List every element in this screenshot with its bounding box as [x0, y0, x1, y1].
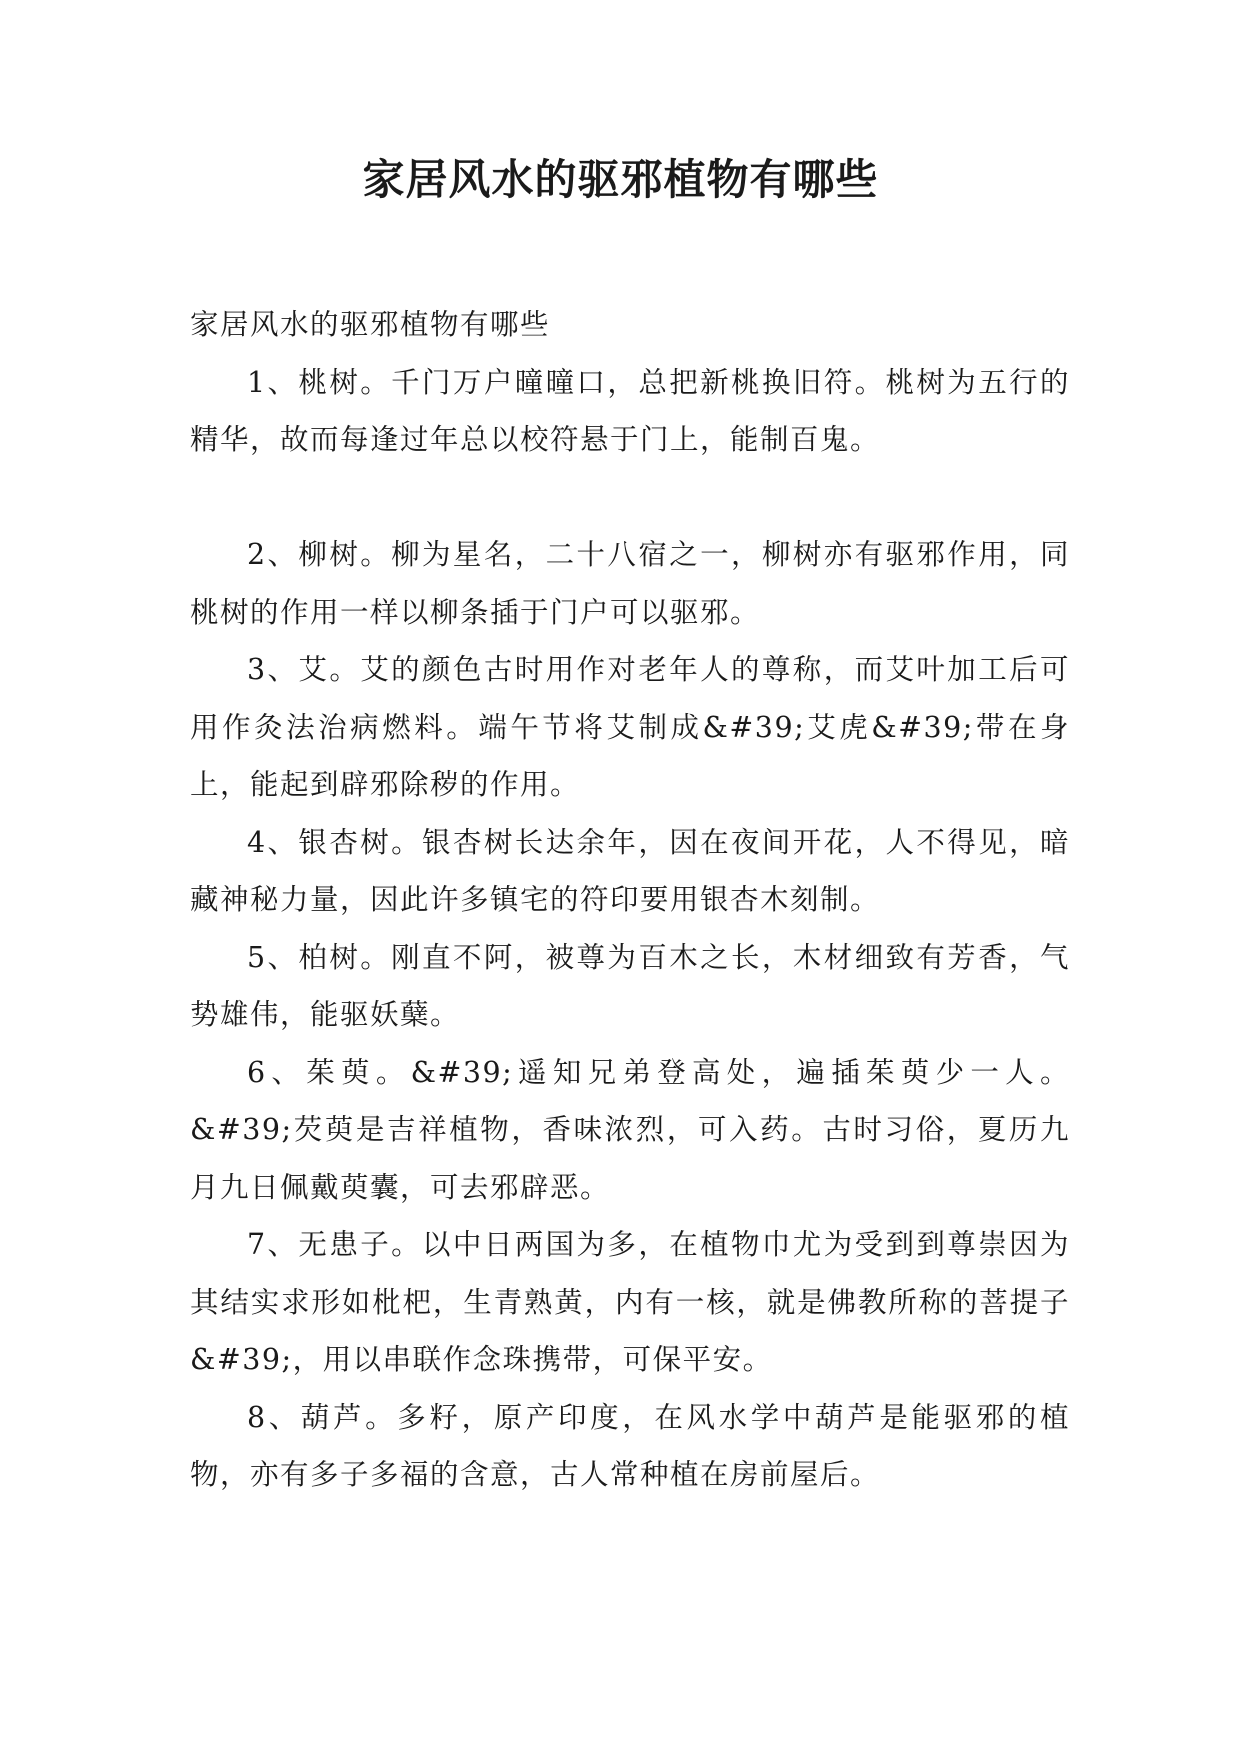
document-body	[190, 296, 1070, 1504]
paragraph-mugwort: 3、艾。艾的颜色古时用作对老年人的尊称，而艾叶加工后可用作灸法治病燃料。端午节将艾制成&#39;艾虎&#39;带在身上，能起到辟邪除秽的作用。	[190, 653, 1070, 801]
paragraph-cornel: 6、茱萸。&#39;遥知兄弟登高处，遍插茱萸少一人。&#39;芡萸是吉祥植物，香味浓烈，可入药。古时习俗，夏历九月九日佩戴萸囊，可去邪辟恶。	[190, 1055, 1070, 1204]
document-title: 家居风水的驱邪植物有哪些	[362, 155, 879, 204]
paragraph-gourd: 8、葫芦。多籽，原产印度，在风水学中葫芦是能驱邪的植物，亦有多子多福的含意，古人常种植在房前屋后。	[190, 1400, 1070, 1491]
paragraph-cypress-tree: 5、柏树。刚直不阿，被尊为百木之长，木材细致有芳香，气势雄伟，能驱妖蘖。	[190, 940, 1070, 1031]
paragraph-soapberry: 7、无患子。以中日两国为多，在植物巾尤为受到到尊崇因为其结实求形如枇杷，生青熟黄，内有一核，就是佛教所称的菩提子&#39;，用以串联作念珠携带，可保平安。	[190, 1228, 1070, 1376]
intro-paragraph: 家居风水的驱邪植物有哪些	[190, 308, 551, 341]
paragraph-peach-tree: 1、桃树。千门万户曈曈口，总把新桃换旧符。桃树为五行的精华，故而每逢过年总以校符悬于门上，能制百鬼。	[190, 365, 1070, 456]
paragraph-ginkgo-tree: 4、银杏树。银杏树长达余年，因在夜间开花，人不得见，暗藏神秘力量，因此许多镇宅的符印要用银杏木刻制。	[190, 825, 1070, 916]
paragraph-spacer	[190, 469, 1070, 527]
paragraph-willow-tree: 2、柳树。柳为星名，二十八宿之一，柳树亦有驱邪作用，同桃树的作用一样以柳条插于门户可以驱邪。	[190, 538, 1070, 629]
